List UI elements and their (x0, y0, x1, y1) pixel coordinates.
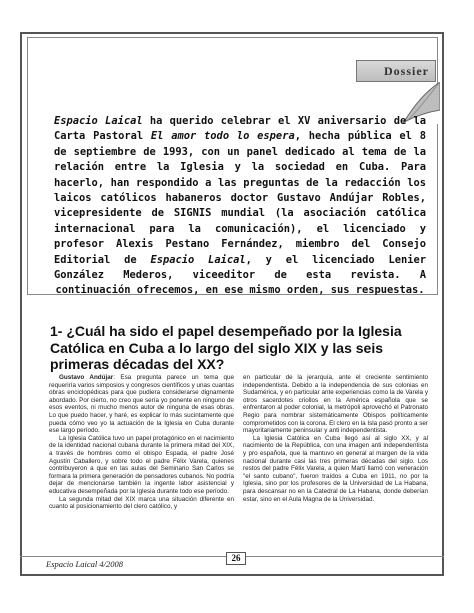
intro-text-1: ha querido celebrar el XV aniversario de la Carta Pastoral (54, 115, 426, 143)
answer-paragraph-5: La Iglesia Católica en Cuba llegó así al siglo XX, y al nacimiento de la República, con una imagen anti independentista y pro española, que la mantuvo en general al margen de la vida nacional durante casi las tres primeras décadas del siglo. Los restos del padre Félix Varela, a quien Martí llamó con veneración "el santo cubano", fueron traídos a Cuba en 1911, no por la Iglesia, sino por los profesores de la Universidad de La Habana, para descansar no en la Catedral de La Habana, donde deberían estar, sino en el Aula Magna de la Universidad. (243, 434, 428, 503)
question-heading: 1- ¿Cuál ha sido el papel desempeñado por la Iglesia Católica en Cuba a lo largo del siglo XIX y las seis primeras décadas del XX? (50, 323, 402, 372)
answer-text-1: : Esa pregunta parece un tema que requeriría varios simposios y congresos científicos y unas cuantas obras enciclopédicas para que pudiera considerarse dignamente abordado. Por cierto, no creo que sería yo ponente en ninguno de esos eventos, ni mucho menos autor de ninguna de esas obras. Lo que puedo hacer, y haré, es explicar lo más sucintamente que pueda cómo veo yo la actuación de la Iglesia en Cuba durante ese largo período. (49, 374, 235, 435)
magazine-name: Espacio Laical (54, 115, 143, 127)
intro-paragraph (54, 114, 426, 299)
intro-text-2: , hecha pública el 8 de septiembre de 1993, con un panel dedicado al tema de la relación entre la Iglesia y la sociedad en Cuba. Para hacerlo, han respondido a las preguntas de la redacción los laicos católicos habaneros doctor Gustavo Andújar Robles, vicepresidente de SIGNIS mundial (la asociación católica internacional para la comunicación), el licenciado y profesor Alexis Pestano Fernández, miembro del Consejo Editorial de (54, 130, 426, 266)
page-number: 26 (226, 552, 246, 565)
answer-paragraph-3: La segunda mitad del XIX marca una situación diferente en cuanto al posicionamiento del clero católico, y (49, 495, 234, 511)
answer-paragraph-1 (49, 374, 234, 435)
left-column (49, 374, 234, 511)
answer-paragraph-2: La Iglesia Católica tuvo un papel protagónico en el nacimiento de la identidad nacional cubana durante la primera mitad del XIX, a través de hombres como el obispo Espada, el padre José Agustín Caballero, y sobre todo el padre Félix Varela, quienes contribuyeron a que en las aulas del Seminario San Carlos se formara la primera generación de pensadores cubanos. No podría dejar de mencionarse también la ingente labor asistencial y educativa desempeñada por la Iglesia durante todo ese período. (49, 434, 234, 495)
author-name: Gustavo Andújar (59, 374, 114, 381)
pastoral-letter-title: El amor todo lo espera (150, 130, 295, 143)
answer-paragraph-4: en particular de la jerarquía, ante el creciente sentimiento independentista. Debido a la independencia de sus colonias en Sudamérica, y en particular ante experiencias como la de Varela y otros sacerdotes criollos en la América española que se enfrentaron al poder colonial, la metrópoli aprovechó el Patronato Regio para nombrar sistemáticamente Obispos políticamente comprometidos con la corona. El clero en la Isla pasó pronto a ser mayoritariamente peninsular y anti independentista. (243, 374, 428, 435)
intro-text-3: , y el licenciado Lenier González Mederos, viceeditor de esta revista. A continuación ofrecemos, en ese mismo orden, sus respuestas. (54, 253, 426, 297)
dossier-tab: Dossier (356, 60, 436, 82)
right-column (243, 374, 428, 503)
journal-credit: Espacio Laical 4/2008 (46, 559, 123, 569)
magazine-name-2: Espacio Laical (150, 253, 246, 266)
